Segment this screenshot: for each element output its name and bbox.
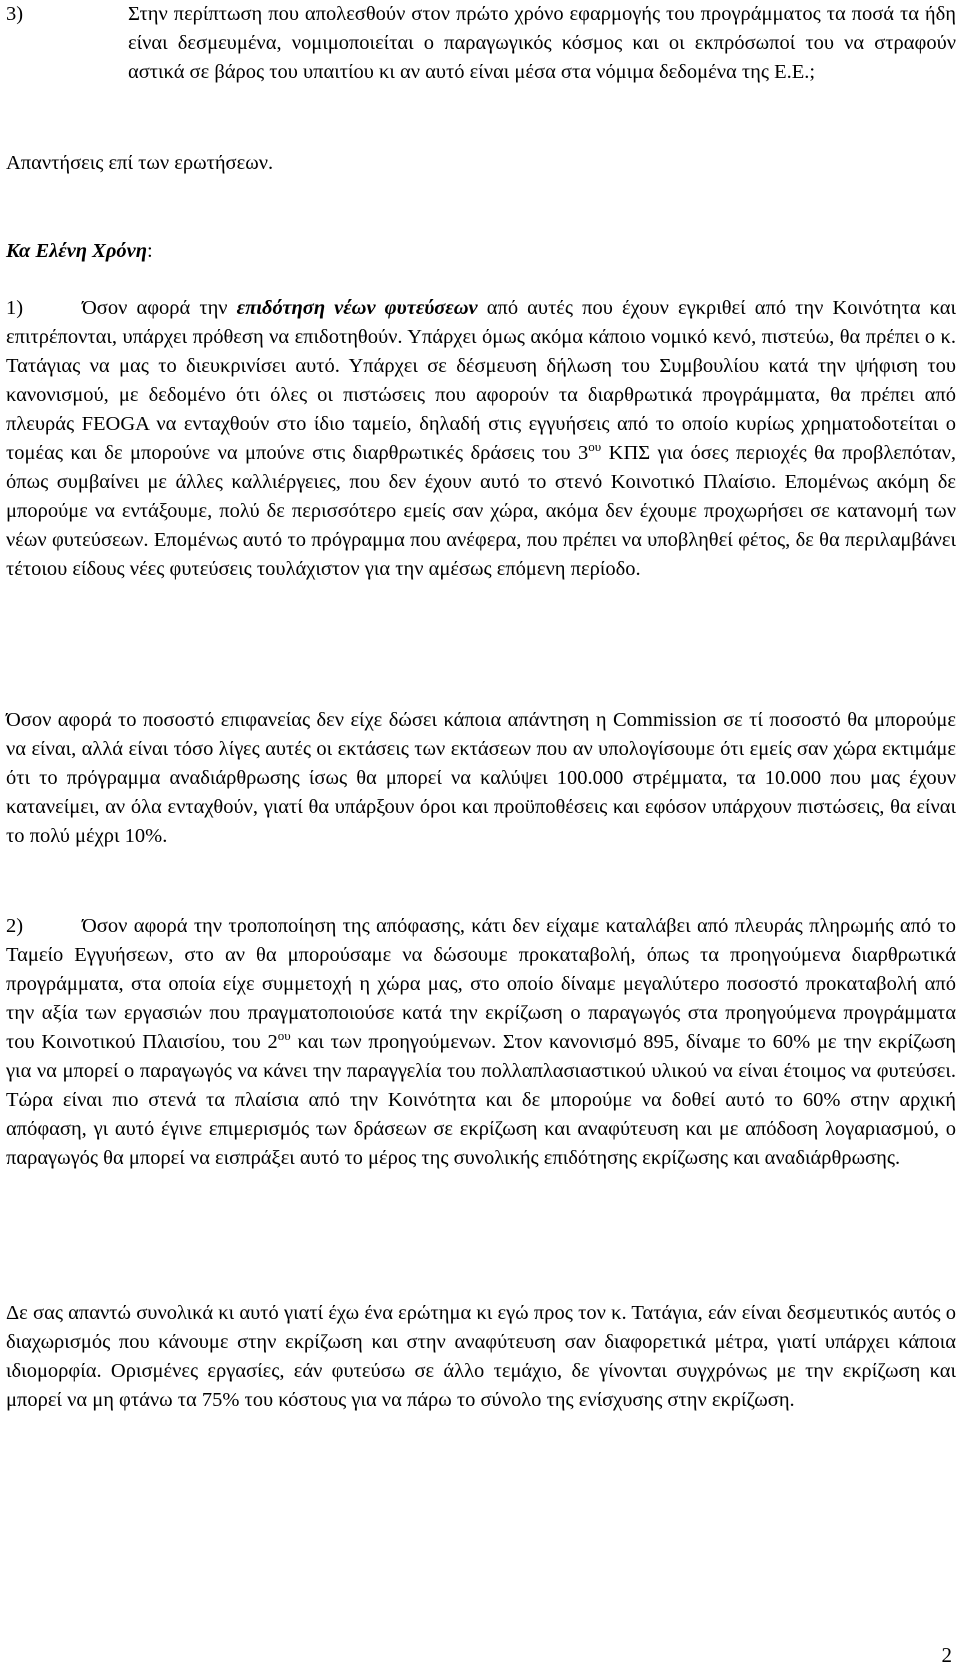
answer-1 — [6, 294, 956, 584]
answers-heading: Απαντήσεις επί των ερωτήσεων. — [6, 152, 274, 174]
answer-2-superscript: ου — [277, 1028, 291, 1043]
speaker-name: Κα Ελένη Χρόνη — [6, 240, 147, 262]
answer-1-body-continued: ΚΠΣ για όσες περιοχές θα προβλεπόταν, όπως συμβαίνει με άλλες καλλιέργειες, που δεν έχουν αυτό το στενό Κοινοτικό Πλαίσιο. Επομένως ακόμη δε μπορούμε να εντάξουμε, πολύ δε περισσότερο εμείς σαν χώρα, ακόμα δεν έχουμε προχωρήσει σε κατανομή των νέων φυτεύσεων. Επομένως αυτό το πρόγραμμα που ανέφερα, που πρέπει να υποβληθεί φέτος, δε θα περιλαμβάνει τέτοιου είδους νέες φυτεύσεις τουλάχιστον για την αμέσως επόμενη περίοδο. — [6, 442, 956, 580]
page-number: 2 — [941, 1643, 952, 1667]
answer-1-bold: επιδότηση νέων φυτεύσεων — [236, 297, 478, 319]
answer-2-body: Όσον αφορά την τροποποίηση της απόφασης, κάτι δεν είχαμε καταλάβει από πλευράς πληρωμής από το Ταμείο Εγγυήσεων, στο αν θα μπορούσαμε να δώσουμε προκαταβολή, όπως τα προηγούμενα διαρθρωτικά προγράμματα, στα οποία είχε συμμετοχή η χώρα μας, στο οποίο δίναμε μεγαλύτερο ποσοστό προκαταβολή από την αξία των εργασιών που πραγματοποιούσε κατά την εκρίζωση ο παραγωγός στα προηγούμενα προγράμματα του Κοινοτικού Πλαισίου, του 2 — [6, 915, 956, 1053]
item-3-number: 3) — [6, 3, 24, 25]
paragraph-percentage: Όσον αφορά το ποσοστό επιφανείας δεν είχε δώσει κάποια απάντηση η Commission σε τί ποσοστό θα μπορούμε να είναι, αλλά είναι τόσο λίγες αυτές οι εκτάσεις των εκτάσεων που αν υπολογίσουμε ότι εμείς σαν χώρα εκτιμάμε ότι το πρόγραμμα αναδιάρθρωσης ίσως θα μπορεί να καλύψει 100.000 στρέμματα, τα 10.000 που μας έχουν κατανείμει, αν όλα ενταχθούν, γιατί θα υπάρξουν όροι και προϋποθέσεις και εφόσον υπάρχουν πιστώσεις, θα είναι το πολύ μέχρι 10%. — [6, 709, 956, 847]
paragraph-closing: Δε σας απαντώ συνολικά κι αυτό γιατί έχω ένα ερώτημα κι εγώ προς τον κ. Τατάγια, εάν είναι δεσμευτικός αυτός ο διαχωρισμός που κάνουμε στην εκρίζωση και στην αναφύτευση σαν διαφορετικά μέτρα, γιατί υπάρχει κάποια ιδιομορφία. Ορισμένες εργασίες, εάν φυτεύσω σε άλλο τεμάχιο, δε γίνονται συγχρόνως με την εκρίζωση και μπορεί να μη φτάνω τα 75% του κόστους για να πάρω το σύνολο της ενίσχυσης στην εκρίζωση. — [6, 1302, 956, 1411]
answer-2-number: 2) — [6, 915, 24, 937]
answer-1-body: από αυτές που έχουν εγκριθεί από την Κοινότητα και επιτρέπονται, υπάρχει πρόθεση να επιδοτηθούν. Υπάρχει όμως ακόμα κάποιο νομικό κενό, πιστεύω, θα πρέπει ο κ. Τατάγιας να μας το διευκρινίσει αυτό. Υπάρχει σε δέσμευση δήλωση του Συμβουλίου κατά την ψήφιση του κανονισμού, με δεδομένο ότι όλες οι πιστώσεις που αφορούν τα διαρθρωτικά προγράμματα, θα πρέπει από πλευράς FEOGA να ενταχθούν στο ίδιο ταμείο, δηλαδή στις εγγυήσεις από το οποίο κυρίως χρηματοδοτείται ο τομέας και δε μπορούνε να μπούνε στις διαρθρωτικές δράσεις του 3 — [6, 297, 957, 464]
answer-1-number: 1) — [6, 297, 24, 319]
answer-1-superscript: ου — [588, 439, 602, 454]
answer-2 — [6, 912, 956, 1173]
speaker-colon: : — [147, 240, 153, 262]
speaker-line — [6, 237, 956, 266]
answer-2-body-continued: και των προηγούμενων. Στον κανονισμό 895, δίναμε το 60% με την εκρίζωση για να μπορεί ο παραγωγός να κάνει την παραγγελία του πολλαπλασιαστικού υλικού να είναι έτοιμος να φυτεύσει. Τώρα είναι πιο στενά τα πλαίσια από την Κοινότητα και δε μπορούμε να δοθεί αυτό το 60% στην αρχική απόφαση, γι αυτό έγινε επιμερισμός των δράσεων σε εκρίζωση και αναφύτευση και με απόδοση λογαριασμού, ο παραγωγός θα μπορεί να εισπράξει αυτό το μέρος της συνολικής επιδότησης εκρίζωσης και αναδιάρθρωσης. — [6, 1031, 956, 1169]
item-3-text: Στην περίπτωση που απολεσθούν στον πρώτο χρόνο εφαρμογής του προγράμματος τα ποσά τα ήδη είναι δεσμευμένα, νομιμοποιείται ο παραγωγικός κόσμος και οι εκπρόσωποί του να στραφούν αστικά σε βάρος του υπαιτίου κι αν αυτό είναι μέσα στα νόμιμα δεδομένα της Ε.Ε.; — [128, 3, 956, 83]
answer-1-lead: Όσον αφορά την — [82, 297, 228, 319]
item-3 — [6, 0, 956, 87]
